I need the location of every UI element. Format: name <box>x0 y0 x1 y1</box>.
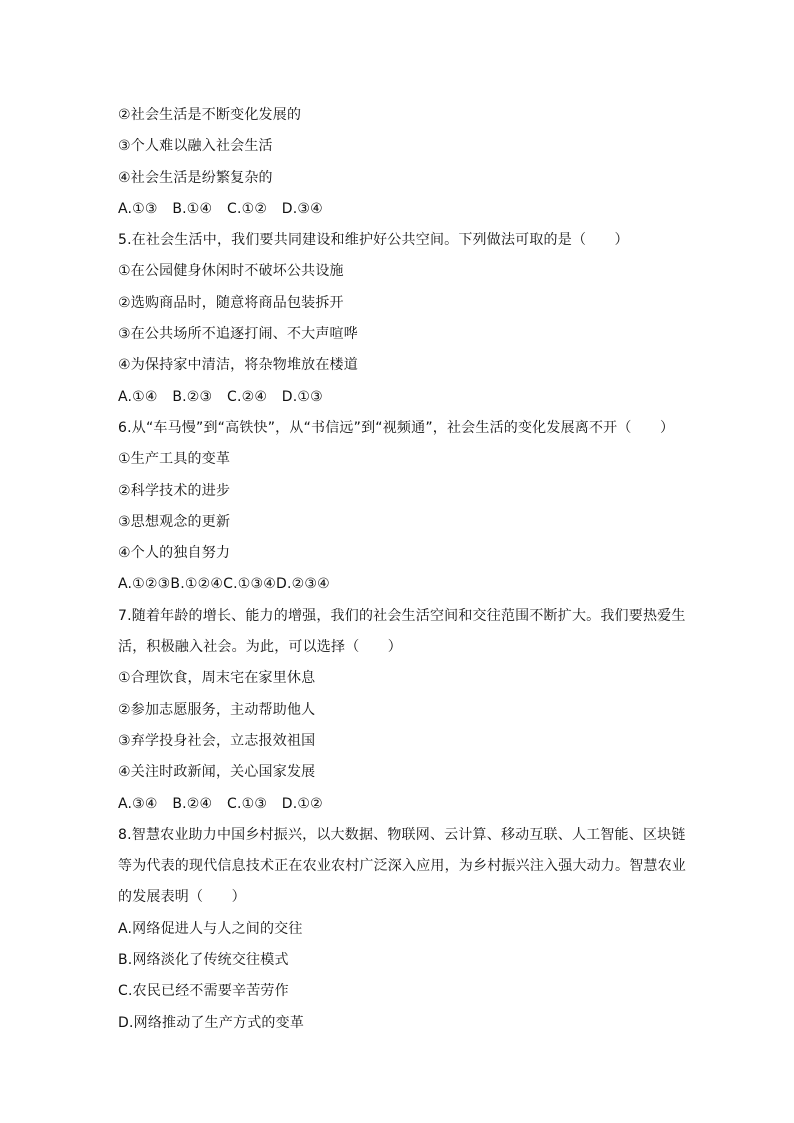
q6-option-3: ③思想观念的更新 <box>118 513 231 530</box>
q5-option-3: ③在公共场所不追逐打闹、不大声喧哗 <box>118 326 358 343</box>
q4-choice-b: B.①④ <box>172 200 213 217</box>
q5-stem: 5.在社会生活中，我们要共同建设和维护好公共空间。下列做法可取的是（ ） <box>118 232 629 249</box>
q7-option-3: ③弃学投身社会，立志报效祖国 <box>118 732 316 749</box>
q8-stem-line-1: 8.智慧农业助力中国乡村振兴，以大数据、物联网、云计算、移动互联、人工智能、区块链 <box>118 826 686 843</box>
q4-choice-d: D.③④ <box>281 200 323 217</box>
q5-choice-b: B.②③ <box>172 388 213 405</box>
q7-option-1: ①合理饮食，周末宅在家里休息 <box>118 670 316 687</box>
q7-choice-c: C.①③ <box>226 795 268 812</box>
q8-choice-a: A.网络促进人与人之间的交往 <box>118 920 303 937</box>
q7-answer-choices <box>118 789 678 820</box>
q4-option-4: ④社会生活是纷繁复杂的 <box>118 169 273 186</box>
q5-choice-d: D.①③ <box>281 388 323 405</box>
q6-option-2: ②科学技术的进步 <box>118 482 231 499</box>
q8-choice-c: C.农民已经不需要辛苦劳作 <box>118 983 289 1000</box>
q5-option-4: ④为保持家中清洁，将杂物堆放在楼道 <box>118 357 358 374</box>
q7-stem-line-1: 7.随着年龄的增长、能力的增强，我们的社会生活空间和交往范围不断扩大。我们要热爱生 <box>118 607 686 624</box>
q7-stem-line-2: 活，积极融入社会。为此，可以选择（ ） <box>118 639 402 656</box>
q7-option-2: ②参加志愿服务，主动帮助他人 <box>118 701 316 718</box>
q7-choice-d: D.①② <box>281 795 323 812</box>
q7-option-4: ④关注时政新闻，关心国家发展 <box>118 764 316 781</box>
q6-option-4: ④个人的独自努力 <box>118 545 231 562</box>
q5-answer-choices <box>118 382 678 413</box>
q6-stem: 6.从“车马慢”到“高铁快”，从“书信远”到“视频通”，社会生活的变化发展离不开（ ） <box>118 419 675 436</box>
q5-option-2: ②选购商品时，随意将商品包装拆开 <box>118 294 344 311</box>
q8-choice-b: B.网络淡化了传统交往模式 <box>118 952 289 969</box>
q8-choice-d: D.网络推动了生产方式的变革 <box>118 1014 305 1031</box>
q5-option-1: ①在公园健身休闲时不破坏公共设施 <box>118 263 344 280</box>
q5-choice-a: A.①④ <box>118 388 158 405</box>
q7-choice-a: A.③④ <box>118 795 158 812</box>
q4-option-3: ③个人难以融入社会生活 <box>118 138 273 155</box>
q6-answer-choices: A.①②③B.①②④C.①③④D.②③④ <box>118 576 330 593</box>
q8-stem-line-3: 的发展表明（ ） <box>118 889 246 906</box>
q7-choice-b: B.②④ <box>172 795 213 812</box>
q4-choice-a: A.①③ <box>118 200 158 217</box>
document-page <box>118 100 686 1039</box>
q8-stem-line-2: 等为代表的现代信息技术正在农业农村广泛深入应用，为乡村振兴注入强大动力。智慧农业 <box>118 858 686 875</box>
q6-option-1: ①生产工具的变革 <box>118 451 231 468</box>
q4-choice-c: C.①② <box>226 200 268 217</box>
q4-answer-choices <box>118 194 678 225</box>
q4-option-2: ②社会生活是不断变化发展的 <box>118 107 302 123</box>
q5-choice-c: C.②④ <box>226 388 268 405</box>
